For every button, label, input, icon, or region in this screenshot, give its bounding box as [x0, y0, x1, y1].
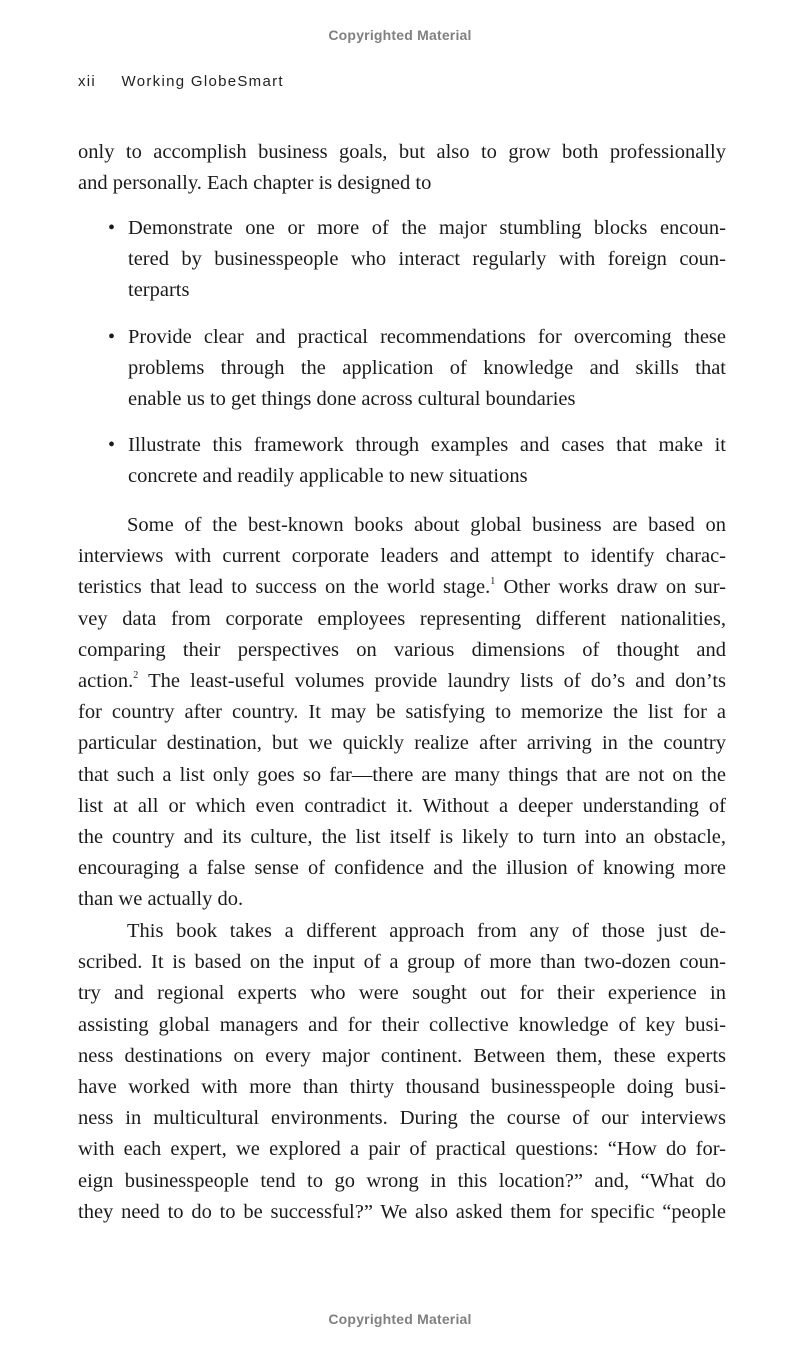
text-line: have worked with more than thirty thousand businesspeople doing busi-	[78, 1075, 726, 1098]
text-line: ness in multicultural environments. During the course of our interviews	[78, 1107, 726, 1130]
text-span: teristics that lead to success on the world stage.	[78, 576, 491, 599]
paragraph-2	[78, 916, 726, 1228]
text-line: enable us to get things done across cultural boundaries	[128, 387, 576, 410]
text-line: concrete and readily applicable to new situations	[128, 465, 528, 488]
text-line: that such a list only goes so far—there are many things that are not on the	[78, 763, 726, 786]
text-line: problems through the application of knowledge and skills that	[128, 356, 726, 379]
text-line: list at all or which even contradict it. Without a deeper understanding of	[78, 794, 726, 817]
text-line	[78, 572, 726, 603]
book-title: Working GlobeSmart	[121, 73, 284, 90]
text-line: terparts	[128, 279, 190, 302]
footnote-ref-2[interactable]: 2	[133, 669, 139, 681]
text-line: particular destination, but we quickly realize after arriving in the country	[78, 732, 726, 755]
running-head	[78, 73, 284, 90]
text-line: Demonstrate one or more of the major stumbling blocks encoun-	[128, 217, 726, 239]
text-line: and personally. Each chapter is designed to	[78, 172, 432, 195]
bullet-icon: •	[108, 325, 116, 348]
bullet-item	[108, 213, 726, 307]
text-line: the country and its culture, the list itself is likely to turn into an obstacle,	[78, 825, 726, 848]
text-line: try and regional experts who were sought out for their experience in	[78, 982, 726, 1005]
text-span: action.	[78, 669, 134, 692]
text-line: they need to do to be successful?” We also asked them for specific “people	[78, 1200, 726, 1223]
text-line: for country after country. It may be satisfying to memorize the list for a	[78, 701, 726, 724]
text-line: tered by businesspeople who interact regularly with foreign coun-	[128, 248, 726, 271]
intro-paragraph	[78, 137, 726, 199]
text-line: ness destinations on every major continent. Between them, these experts	[78, 1044, 726, 1067]
text-line: vey data from corporate employees representing different nationalities,	[78, 607, 726, 630]
bullet-item	[108, 322, 726, 416]
copyright-watermark-bottom: Copyrighted Material	[328, 1311, 472, 1327]
copyright-watermark-top: Copyrighted Material	[328, 27, 472, 43]
text-line: assisting global managers and for their collective knowledge of key busi-	[78, 1013, 726, 1036]
page-number: xii	[78, 73, 97, 90]
text-line: than we actually do.	[78, 888, 244, 911]
paragraph-1	[78, 510, 726, 915]
text-line: This book takes a different approach from any of those just de-	[127, 920, 726, 942]
bullet-icon: •	[108, 217, 116, 239]
bullet-icon: •	[108, 434, 116, 457]
bullet-list	[108, 213, 726, 508]
text-span: Other works draw on sur-	[495, 576, 726, 599]
text-line: with each expert, we explored a pair of practical questions: “How do for-	[78, 1138, 726, 1161]
text-line: only to accomplish business goals, but also to grow both professionally	[78, 141, 726, 163]
text-line: interviews with current corporate leaders and attempt to identify charac-	[78, 545, 726, 568]
text-line	[78, 666, 726, 697]
text-line: eign businesspeople tend to go wrong in this location?” and, “What do	[78, 1169, 726, 1192]
footnote-ref-1[interactable]: 1	[490, 576, 496, 588]
text-line: Some of the best-known books about global business are based on	[127, 514, 726, 536]
text-line: encouraging a false sense of confidence and the illusion of knowing more	[78, 857, 726, 880]
bullet-item	[108, 430, 726, 492]
text-line: Illustrate this framework through examples and cases that make it	[128, 434, 726, 457]
text-span: The least-useful volumes provide laundry lists of do’s and don’ts	[138, 669, 726, 692]
text-line: Provide clear and practical recommendations for overcoming these	[128, 325, 726, 348]
text-line: scribed. It is based on the input of a group of more than two-dozen coun-	[78, 951, 726, 974]
text-line: comparing their perspectives on various dimensions of thought and	[78, 638, 726, 661]
